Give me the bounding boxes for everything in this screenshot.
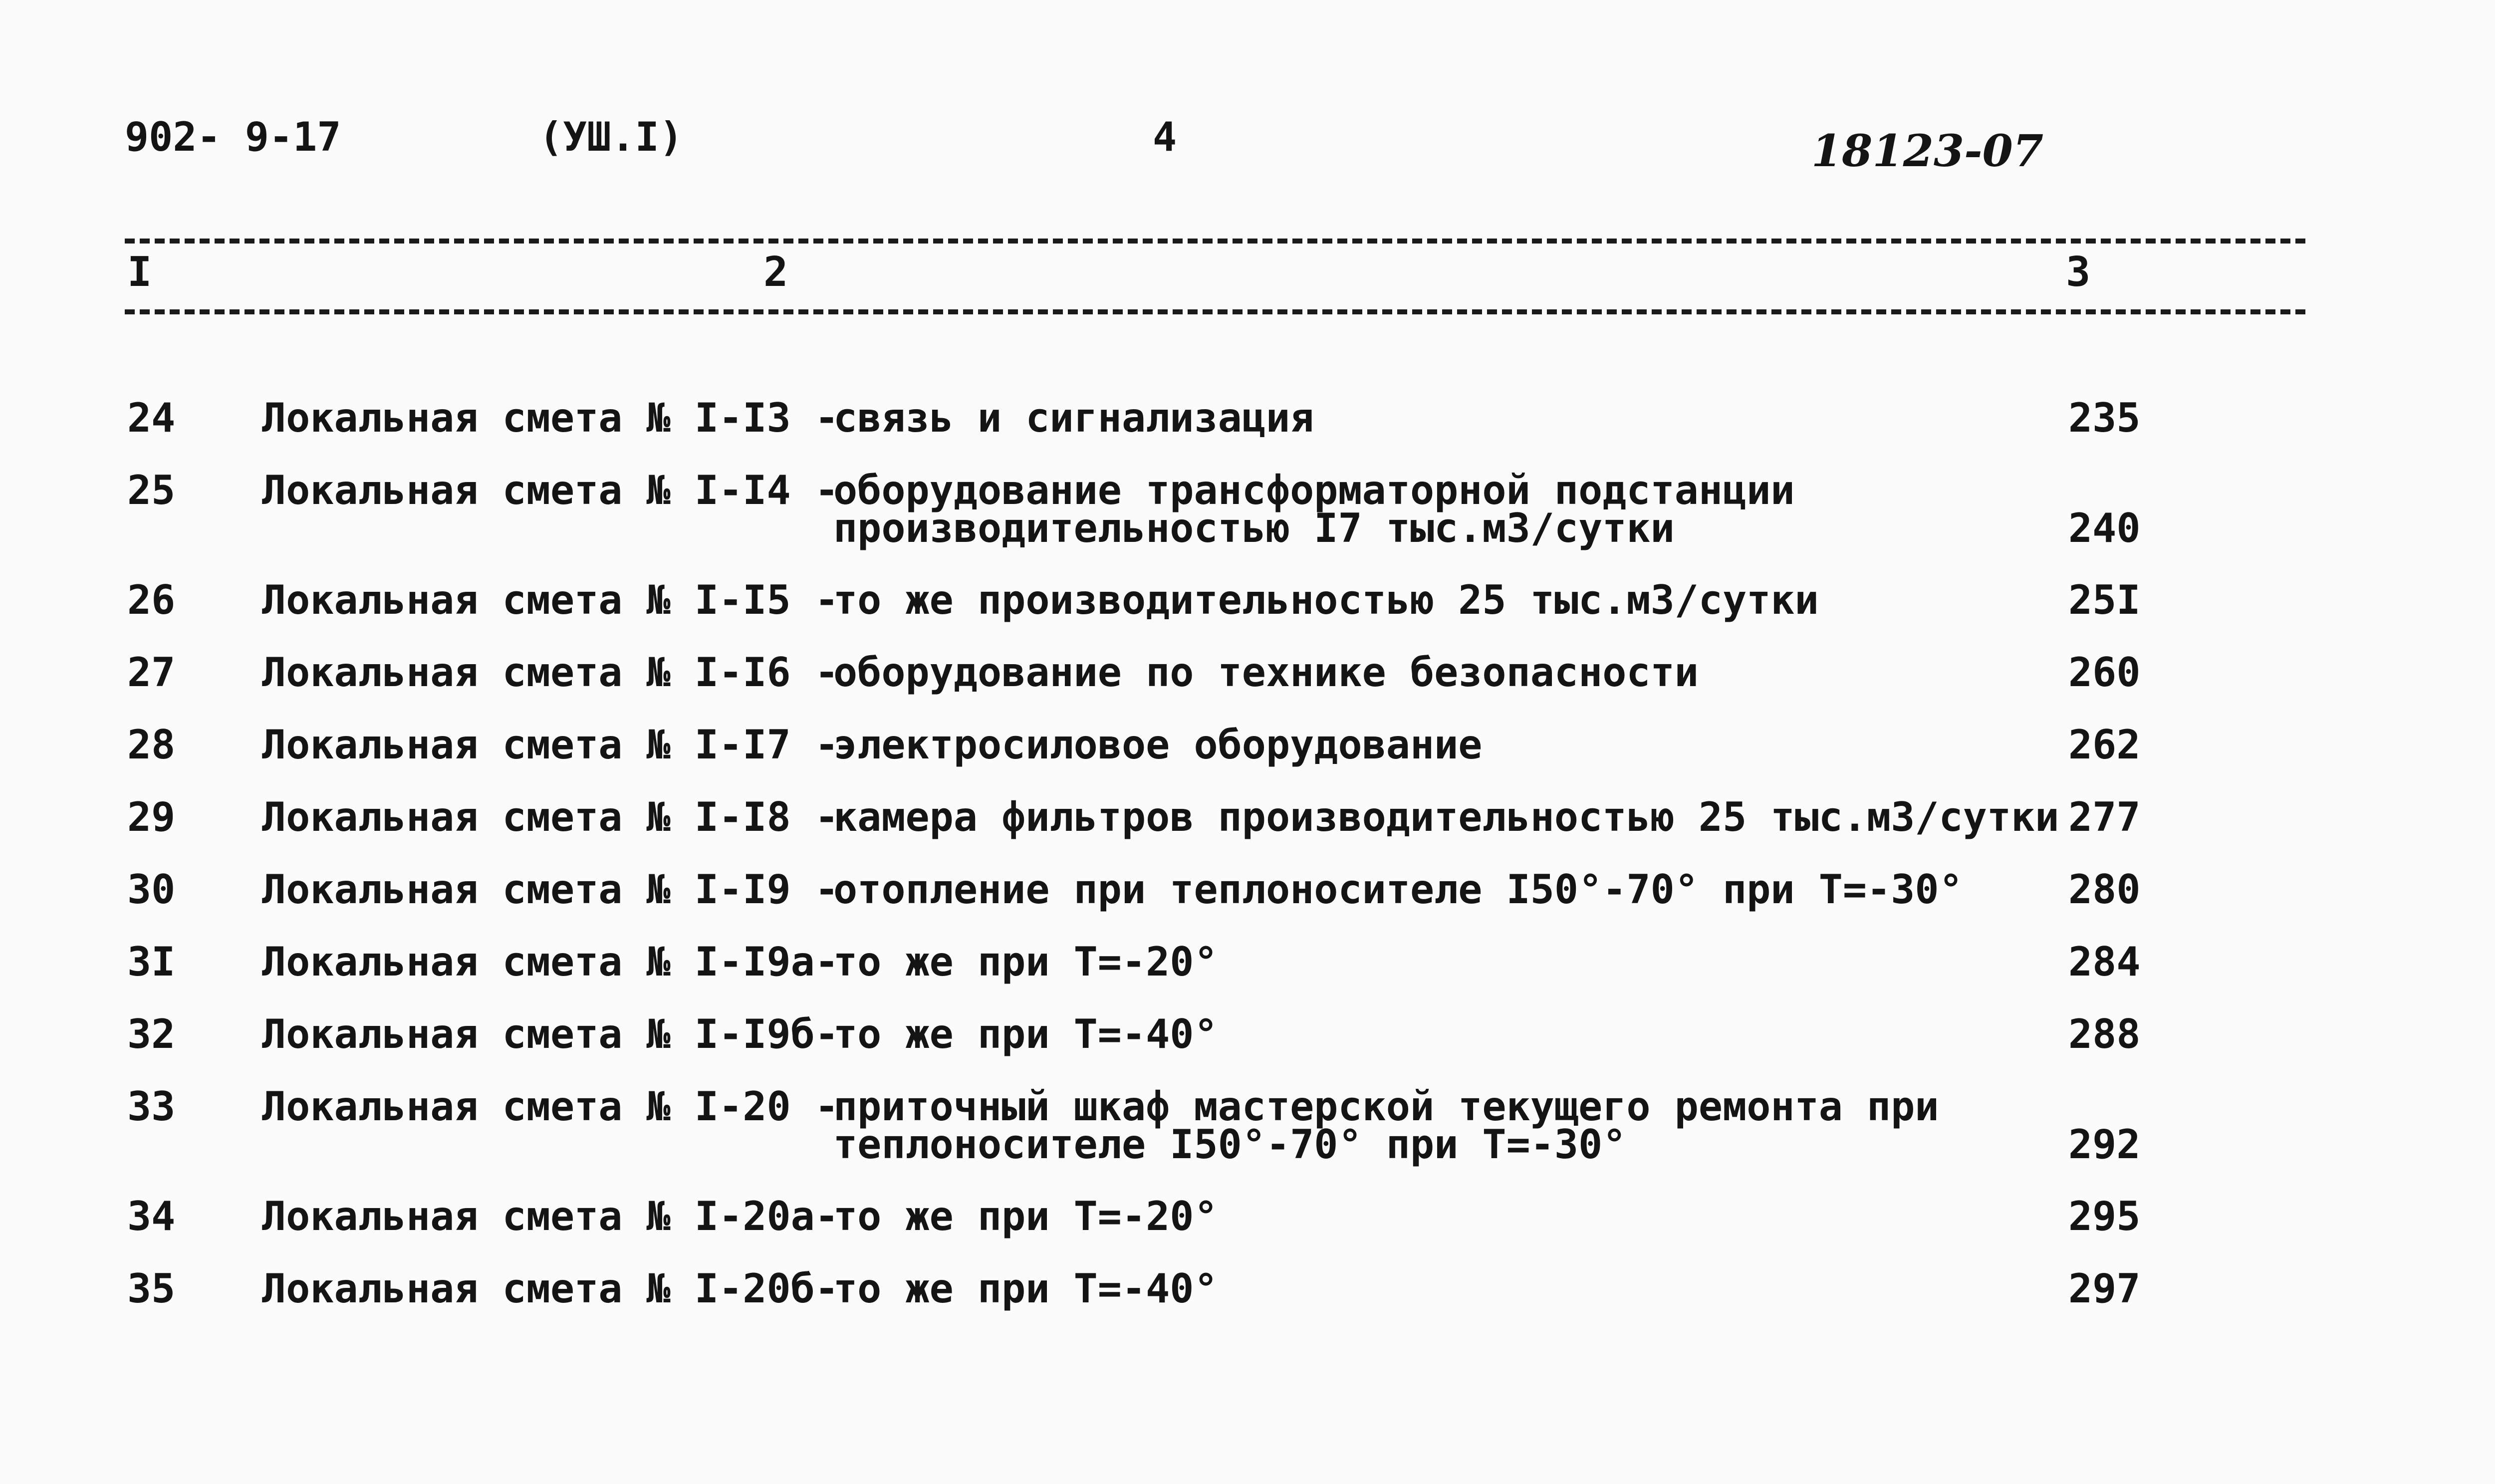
page-reference: 295 — [2068, 1193, 2141, 1239]
estimate-description — [833, 577, 1819, 623]
page-number: 4 — [1153, 114, 1177, 160]
column-header-number: I — [127, 248, 152, 296]
row-number: 28 — [127, 722, 176, 768]
page-reference: 277 — [2068, 794, 2141, 840]
row-number: 30 — [127, 866, 176, 913]
row-number: 3I — [127, 939, 176, 985]
estimate-label: Локальная смета № I-I7 - — [262, 722, 839, 768]
estimate-label: Локальная смета № I-20 - — [262, 1083, 839, 1130]
inventory-stamp: 18123-07 — [1811, 125, 2044, 177]
description-line: приточный шкаф мастерской текущего ремонта при — [833, 1083, 1939, 1130]
page-reference: 280 — [2068, 866, 2141, 913]
estimate-label: Локальная смета № I-I4 - — [262, 467, 839, 513]
estimate-label: Локальная смета № I-I9 - — [262, 866, 839, 913]
description-line: электросиловое оборудование — [833, 722, 1483, 768]
row-number: 33 — [127, 1083, 176, 1130]
description-line: оборудование трансформаторной подстанции — [833, 467, 1795, 513]
estimate-label: Локальная смета № I-I9б- — [262, 1011, 839, 1057]
table-header-rule — [125, 309, 2305, 314]
estimate-label: Локальная смета № I-I8 - — [262, 794, 839, 840]
estimate-label: Локальная смета № I-I9а- — [262, 939, 839, 985]
estimate-label: Локальная смета № I-I6 - — [262, 649, 839, 696]
estimate-description — [833, 939, 1218, 985]
description-line: оборудование по технике безопасности — [833, 649, 1699, 696]
description-line: то же при Т=-40° — [833, 1011, 1218, 1057]
page-reference: 297 — [2068, 1265, 2141, 1312]
column-header-page: 3 — [2066, 248, 2091, 296]
row-number: 26 — [127, 577, 176, 623]
estimate-description — [833, 1265, 1218, 1312]
row-number: 25 — [127, 467, 176, 513]
estimate-label: Локальная смета № I-20а- — [262, 1193, 839, 1239]
estimate-label: Локальная смета № I-I3 - — [262, 395, 839, 441]
row-number: 35 — [127, 1265, 176, 1312]
description-line: камера фильтров производительностью 25 тыс.м3/сутки — [833, 794, 2059, 840]
description-line: теплоносителе I50°-70° при Т=-30° — [833, 1121, 1627, 1168]
estimate-description — [833, 467, 1795, 551]
estimate-description — [833, 395, 1314, 441]
row-number: 27 — [127, 649, 176, 696]
estimate-label: Локальная смета № I-I5 - — [262, 577, 839, 623]
description-line: то же при Т=-20° — [833, 1193, 1218, 1239]
column-header-name: 2 — [763, 248, 788, 296]
estimate-description — [833, 1193, 1218, 1239]
description-line: то же производительностью 25 тыс.м3/сутки — [833, 577, 1819, 623]
project-code: 902- 9-17 — [125, 114, 341, 160]
estimate-description — [833, 1083, 1939, 1168]
page-reference: 262 — [2068, 722, 2141, 768]
estimate-description — [833, 794, 2059, 840]
estimate-label: Локальная смета № I-20б- — [262, 1265, 839, 1312]
page-reference: 235 — [2068, 395, 2141, 441]
table-top-rule — [125, 239, 2305, 244]
description-line: производительностью I7 тыс.м3/сутки — [833, 505, 1675, 551]
row-number: 24 — [127, 395, 176, 441]
section-number: (УШ.I) — [539, 114, 683, 160]
description-line: отопление при теплоносителе I50°-70° при Т=-30° — [833, 866, 1963, 913]
row-number: 29 — [127, 794, 176, 840]
page-reference: 288 — [2068, 1011, 2141, 1057]
page-reference: 284 — [2068, 939, 2141, 985]
page-reference: 292 — [2068, 1121, 2141, 1168]
page-reference: 240 — [2068, 505, 2141, 551]
row-number: 32 — [127, 1011, 176, 1057]
estimate-description — [833, 866, 1963, 913]
estimate-description — [833, 722, 1483, 768]
row-number: 34 — [127, 1193, 176, 1239]
estimate-description — [833, 649, 1699, 696]
description-line: то же при Т=-20° — [833, 939, 1218, 985]
estimate-description — [833, 1011, 1218, 1057]
page-reference: 260 — [2068, 649, 2141, 696]
description-line: то же при Т=-40° — [833, 1265, 1218, 1312]
page-reference: 25I — [2068, 577, 2141, 623]
description-line: связь и сигнализация — [833, 395, 1314, 441]
